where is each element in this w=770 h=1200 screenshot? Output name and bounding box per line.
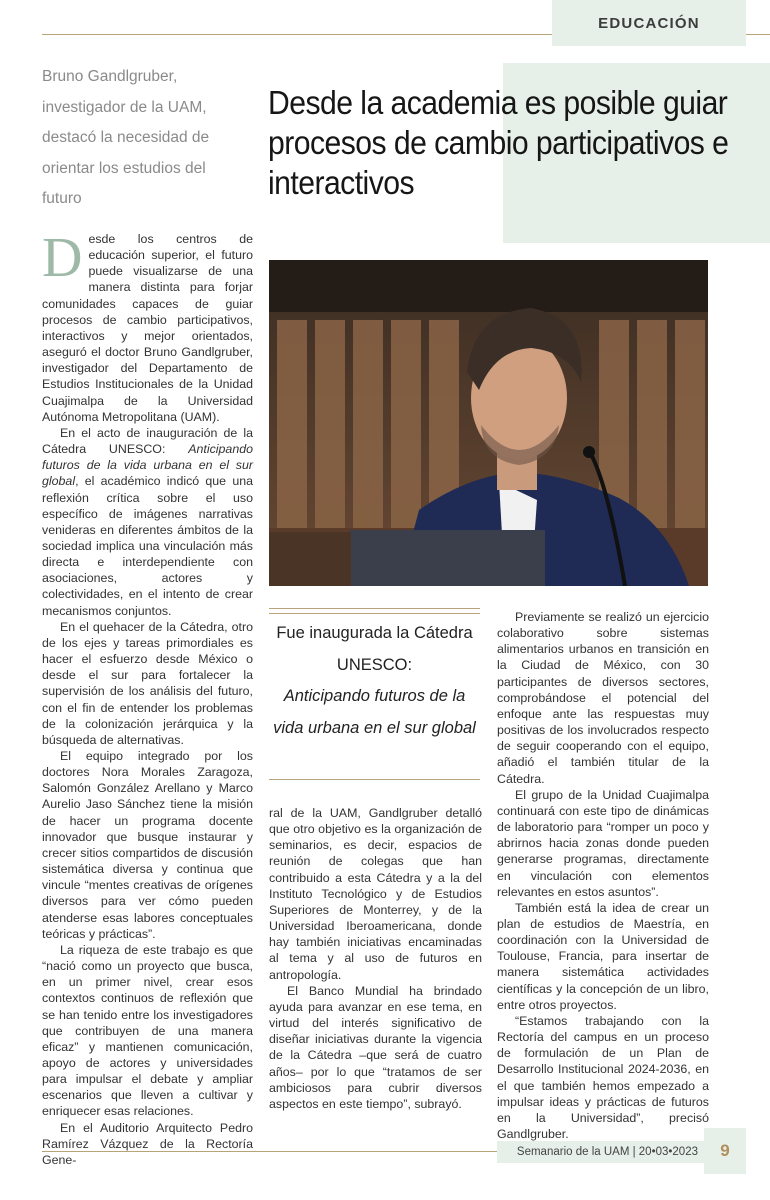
paragraph: El Banco Mundial ha brindado ayuda para avanzar en ese tema, en virtud del interés significativo de diseñar iniciativas durante la vigencia de la Cátedra –que será de cuatro años– por lo que “tratamos de ser ambiciosos para cubrir diversos aspectos en este tiempo”, subrayó. (269, 983, 482, 1111)
footer-publication: Semanario de la UAM | 20•03•2023 (497, 1141, 704, 1163)
pullquote-line1: Fue inaugurada la Cátedra UNESCO: (276, 624, 473, 674)
article-column-3 (497, 609, 709, 1142)
paragraph: ral de la UAM, Gandlgruber detalló que otro objetivo es la organización de seminarios, es decir, espacios de reunión de colegas que han contribuido a esta Cátedra y a la del Instituto Tecnológico y de Estudios Superiores de Monterrey, y de la Universidad Iberoamericana, donde hay también iniciativas encaminadas al tema y al uso de futuros en antropología. (269, 806, 482, 982)
headline: Desde la academia es posible guiar procesos de cambio participativos e interactivos (268, 85, 729, 202)
paragraph-text: , el académico indicó que una reflexión crítica sobre el uso específico de imágenes narrativas venideras en diferentes ámbitos de la sociedad implica una vinculación más directa e interdependiente con asociaciones, actores y colectividades, en el intento de crear mecanismos conjuntos. (42, 474, 253, 618)
pullquote-line2: Anticipando futuros de la vida urbana en el sur global (273, 687, 476, 737)
pullquote-bottom-rule (269, 779, 480, 780)
chair-title: Anticipando futuros de la vida urbana en el sur global (42, 442, 253, 489)
paragraph (42, 425, 253, 619)
paragraph: En el Auditorio Arquitecto Pedro Ramírez Vázquez de la Rectoría Gene- (42, 1120, 253, 1167)
section-label: EDUCACIÓN (552, 0, 746, 46)
paragraph: El equipo integrado por los doctores Nora Morales Zaragoza, Salomón González Arellano y Marco Aurelio Jaso Sánchez tiene la misión de hacer un programa docente innovador que busque instaurar y crecer sitios compartidos de discusión sistemática diversa y continua que vincule “mentes creativas de orígenes diversos para ver cómo pueden atenderse esas labores conceptuales teóricas y prácticas”. (42, 749, 253, 941)
article-column-2 (269, 805, 482, 1112)
page-number: 9 (704, 1128, 746, 1174)
paragraph: “Estamos trabajando con la Rectoría del campus en un proceso de formulación de un Plan de Desarrollo Institucional 2024-2036, en el que también hemos empezado a impulsar ideas y prácticas de futuros en la Universidad”, precisó Gandlgruber. (497, 1013, 709, 1141)
header-rule (42, 34, 556, 35)
article-column-1 (42, 227, 253, 1168)
speaker-photo (269, 260, 708, 586)
pullquote-top-rule (269, 608, 480, 614)
paragraph-text: esde los centros de educación superior, el futuro puede visualizarse de una manera distinta para forjar comunidades capaces de guiar procesos de cambio participativos, interactivos y mejor orientados, aseguró el doctor Bruno Gandlgruber, investigador del Departamento de Estudios Institucionales de la Unidad Cuajimalpa de la Universidad Autónoma Metropolitana (UAM). (42, 232, 253, 424)
pullquote (269, 618, 480, 744)
paragraph: También está la idea de crear un plan de estudios de Maestría, en coordinación con la Universidad de Toulouse, Francia, para insertar de manera sistemática actividades científicas y la concepción de un libro, entre otros proyectos. (497, 900, 709, 1012)
lede: Bruno Gandlgruber, investigador de la UAM, destacó la necesidad de orientar los estudios del futuro (42, 68, 210, 207)
dropcap: D (42, 227, 83, 289)
footer-rule (42, 1151, 497, 1152)
paragraph: En el quehacer de la Cátedra, otro de los ejes y tareas primordiales es hacer el esfuerzo desde México o desde el sur para fortalecer la supervisión de los análisis del futuro, con el fin de entender los problemas de la colonización jerárquica y la búsqueda de alternativas. (42, 619, 253, 747)
paragraph (42, 227, 253, 425)
speaker-photo-illustration (269, 260, 708, 586)
paragraph: Previamente se realizó un ejercicio colaborativo sobre sistemas alimentarios urbanos en transición en la Ciudad de México, con 30 participantes de diversos sectores, comprobándose el potencial del enfoque ante las respuestas muy positivas de los involucrados respecto de seguir cooperando con el equipo, añadió el también titular de la Cátedra. (497, 610, 709, 786)
paragraph: El grupo de la Unidad Cuajimalpa continuará con este tipo de dinámicas de laboratorio para “romper un poco y abrirnos hacia zonas donde pueden generarse programas, directamente en vinculación con elementos relevantes en estos asuntos”. (497, 787, 709, 899)
paragraph-text: En el acto de inauguración de la Cátedra UNESCO: (42, 425, 253, 457)
paragraph: La riqueza de este trabajo es que “nació como un proyecto que busca, en un primer nivel, crear esos contextos continuos de reflexión que se han tenido entre los investigadores que contribuyen de una manera eficaz” y mantienen comunicación, apoyo de actores y universidades para impulsar el debate y ampliar escenarios que lleven a cultivar y enriquecer esas relaciones. (42, 942, 253, 1119)
